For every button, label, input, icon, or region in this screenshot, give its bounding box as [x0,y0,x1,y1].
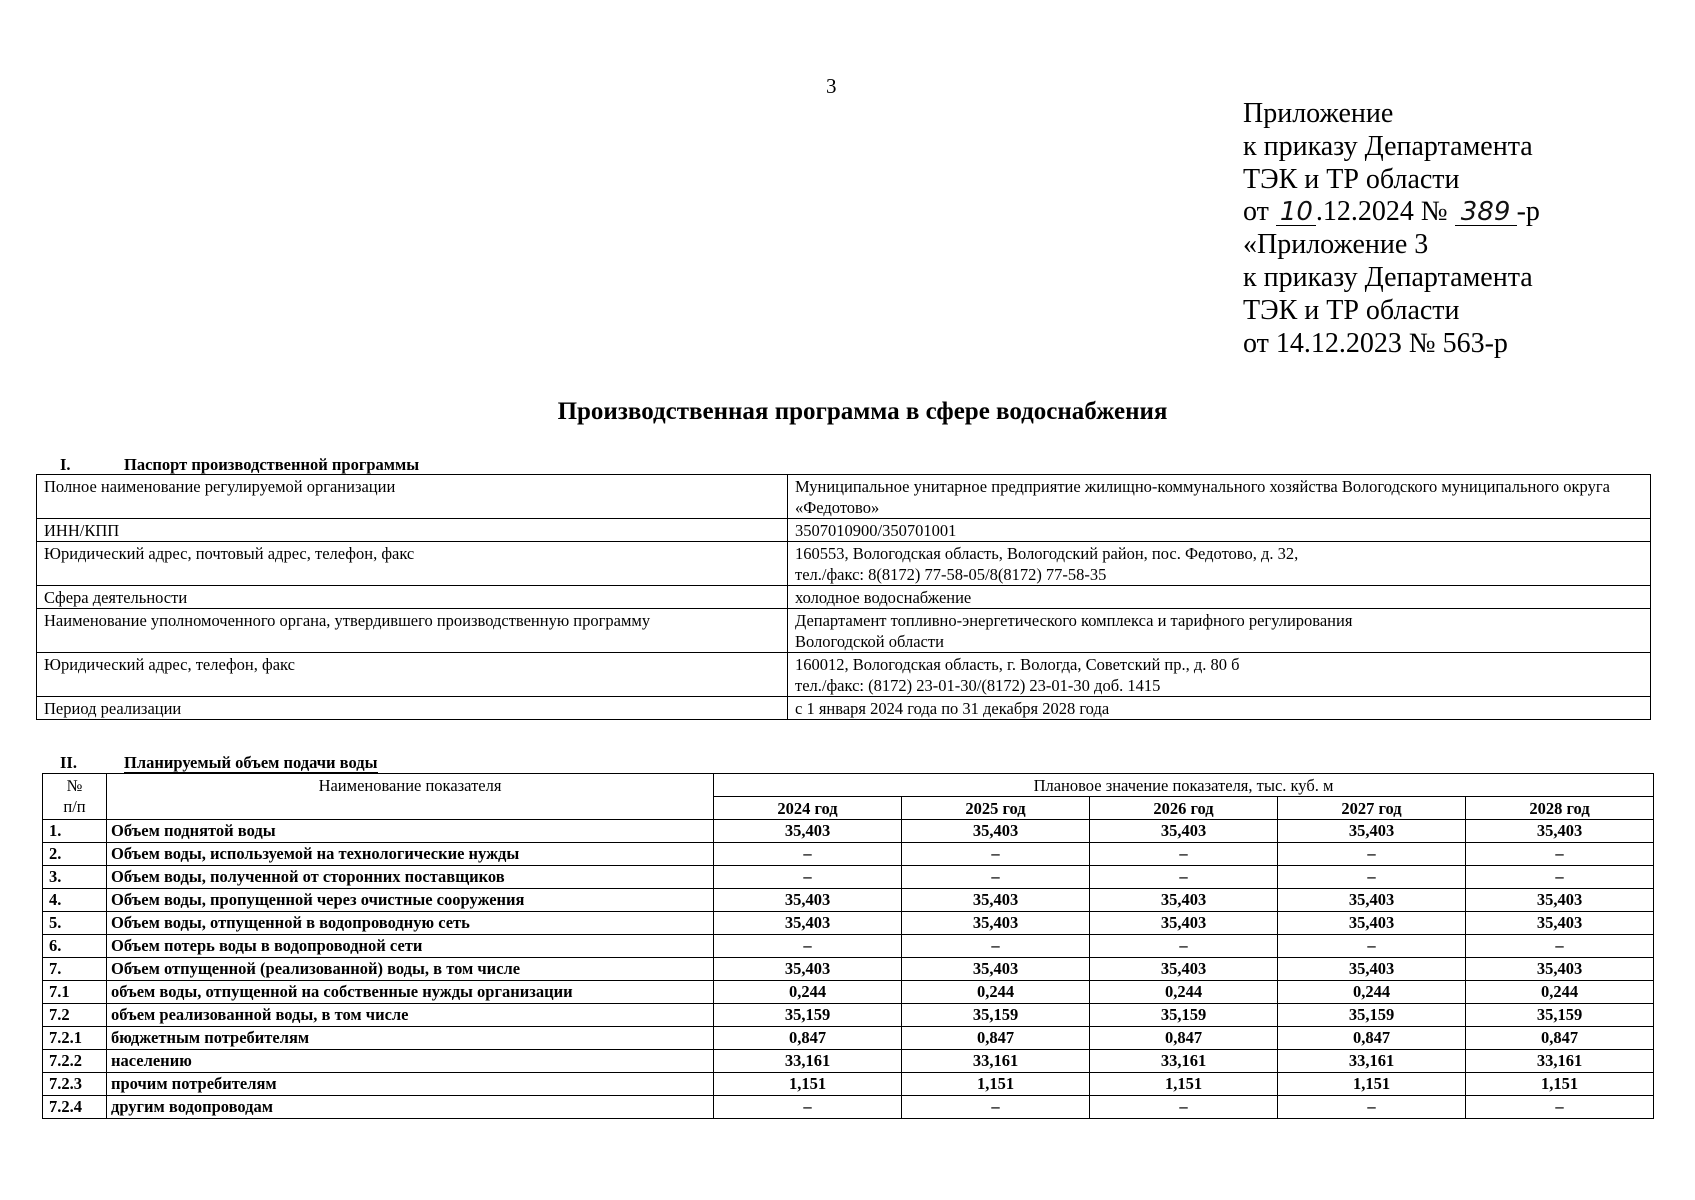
table-row [43,1073,1654,1096]
table-row [43,981,1654,1004]
row-number: 2. [43,843,107,866]
indicator-value: – [1090,1096,1278,1119]
indicator-name: Объем воды, полученной от сторонних поставщиков [107,866,714,889]
indicator-value: 35,403 [902,820,1090,843]
indicator-value: 1,151 [1466,1073,1654,1096]
indicator-value: – [1466,935,1654,958]
row-number: 7. [43,958,107,981]
indicator-value: 35,403 [1278,958,1466,981]
indicator-value: 35,159 [902,1004,1090,1027]
table-row [37,609,1651,653]
passport-value: 3507010900/350701001 [788,519,1651,542]
table-row [37,519,1651,542]
indicator-value: 35,159 [1466,1004,1654,1027]
indicator-value: – [714,866,902,889]
indicator-value: – [1466,843,1654,866]
section-1-heading [60,455,419,475]
indicator-value: – [1090,935,1278,958]
indicator-value: 0,847 [1278,1027,1466,1050]
indicator-name: Объем воды, отпущенной в водопроводную сеть [107,912,714,935]
indicator-value: 1,151 [714,1073,902,1096]
indicator-value: 35,403 [1466,912,1654,935]
row-number: 3. [43,866,107,889]
table-row [43,1004,1654,1027]
row-number: 7.1 [43,981,107,1004]
indicator-value: – [1278,935,1466,958]
row-number: 4. [43,889,107,912]
indicator-name: Объем воды, пропущенной через очистные сооружения [107,889,714,912]
indicator-value: 35,403 [1278,912,1466,935]
row-number: 7.2.2 [43,1050,107,1073]
indicator-name: объем реализованной воды, в том числе [107,1004,714,1027]
passport-label: Юридический адрес, телефон, факс [37,653,788,697]
appendix-block [1243,98,1540,360]
indicator-value: – [1466,1096,1654,1119]
indicator-value: 35,403 [902,889,1090,912]
appendix-line: Приложение [1243,98,1394,129]
section-number: I. [60,455,71,474]
header-name-cell: Наименование показателя [107,774,714,820]
indicator-value: – [1090,843,1278,866]
passport-label: Юридический адрес, почтовый адрес, телефон, факс [37,542,788,586]
passport-label: Сфера деятельности [37,586,788,609]
indicator-name: прочим потребителям [107,1073,714,1096]
row-number: 1. [43,820,107,843]
indicator-value: 0,244 [1278,981,1466,1004]
appendix-line: к приказу Департамента [1243,261,1533,293]
indicator-value: 33,161 [902,1050,1090,1073]
indicator-value: – [902,935,1090,958]
indicator-value: 35,403 [1466,889,1654,912]
table-row [43,1096,1654,1119]
header-year-cell: 2027 год [1278,797,1466,820]
indicator-value: 35,403 [1090,958,1278,981]
indicator-value: 35,403 [1090,820,1278,843]
table-row [43,1050,1654,1073]
indicator-value: – [1278,1096,1466,1119]
header-number-cell: № п/п [43,774,107,820]
row-number: 7.2 [43,1004,107,1027]
header-year-cell: 2028 год [1466,797,1654,820]
table-row [43,958,1654,981]
page-number: 3 [826,74,837,98]
water-volume-table [42,773,1654,1119]
indicator-value: – [1090,866,1278,889]
passport-value: Муниципальное унитарное предприятие жилищно-коммунального хозяйства Вологодского муниципального округа «Федотово» [788,475,1651,519]
row-number: 7.2.4 [43,1096,107,1119]
indicator-value: 33,161 [1278,1050,1466,1073]
indicator-value: 33,161 [1090,1050,1278,1073]
row-number: 7.2.1 [43,1027,107,1050]
passport-label: Наименование уполномоченного органа, утвердившего производственную программу [37,609,788,653]
appendix-line: «Приложение 3 [1243,229,1429,261]
row-number: 5. [43,912,107,935]
indicator-value: 35,403 [1466,958,1654,981]
indicator-value: – [714,843,902,866]
table-row [37,475,1651,519]
indicator-value: 35,403 [1278,820,1466,843]
indicator-value: 35,403 [1090,889,1278,912]
indicator-value: 35,403 [1090,912,1278,935]
table-row [37,653,1651,697]
row-number: 7.2.3 [43,1073,107,1096]
header-plan-cell: Плановое значение показателя, тыс. куб. м [714,774,1654,797]
indicator-value: 0,847 [902,1027,1090,1050]
section-title: Паспорт производственной программы [124,455,420,474]
appendix-line: от 14.12.2023 № 563-р [1243,327,1508,359]
indicator-value: 0,244 [1090,981,1278,1004]
indicator-name: Объем отпущенной (реализованной) воды, в том числе [107,958,714,981]
row-number: 6. [43,935,107,958]
indicator-value: 33,161 [1466,1050,1654,1073]
order-date: .12.2024 № [1315,196,1448,228]
passport-value: 160553, Вологодская область, Вологодский район, пос. Федотово, д. 32, тел./факс: 8(8172) 77-58-05/8(8172) 77-58-35 [788,542,1651,586]
indicator-name: бюджетным потребителям [107,1027,714,1050]
indicator-value: 35,403 [902,912,1090,935]
indicator-value: 35,159 [1090,1004,1278,1027]
indicator-value: 35,159 [1278,1004,1466,1027]
document-title: Производственная программа в сфере водоснабжения [557,398,1168,425]
table-row [37,697,1651,720]
indicator-value: – [902,866,1090,889]
table-row [43,843,1654,866]
table-row [43,889,1654,912]
indicator-value: – [1278,866,1466,889]
indicator-value: 35,403 [714,958,902,981]
indicator-value: – [714,1096,902,1119]
indicator-value: 33,161 [714,1050,902,1073]
indicator-value: 1,151 [1278,1073,1466,1096]
indicator-value: 0,847 [1090,1027,1278,1050]
table-row [43,935,1654,958]
indicator-name: Объем поднятой воды [107,820,714,843]
passport-value: с 1 января 2024 года по 31 декабря 2028 года [788,697,1651,720]
indicator-value: 35,403 [714,889,902,912]
indicator-value: – [902,843,1090,866]
indicator-value: 0,244 [714,981,902,1004]
order-suffix: -р [1516,196,1540,228]
header-year-cell: 2025 год [902,797,1090,820]
indicator-value: – [902,1096,1090,1119]
section-number: II. [60,753,77,772]
section-title: Планируемый объем подачи воды [124,753,378,772]
passport-value: 160012, Вологодская область, г. Вологда, Советский пр., д. 80 б тел./факс: (8172) 23-01-30/(8172) 23-01-30 доб. 1415 [788,653,1651,697]
header-year-cell: 2024 год [714,797,902,820]
header-year-cell: 2026 год [1090,797,1278,820]
indicator-name: Объем воды, используемой на технологические нужды [107,843,714,866]
indicator-value: 1,151 [1090,1073,1278,1096]
table-row [37,542,1651,586]
indicator-value: 35,403 [714,820,902,843]
indicator-value: 35,403 [1466,820,1654,843]
order-prefix: от [1243,196,1269,228]
handwritten-day: 10 [1276,199,1316,226]
passport-label: ИНН/КПП [37,519,788,542]
indicator-value: 1,151 [902,1073,1090,1096]
indicator-value: 0,847 [1466,1027,1654,1050]
appendix-order-line [1243,196,1540,229]
indicator-value: 35,403 [1278,889,1466,912]
indicator-value: 35,159 [714,1004,902,1027]
indicator-value: 0,244 [1466,981,1654,1004]
table-row [43,1027,1654,1050]
appendix-line: ТЭК и ТР области [1243,294,1460,326]
indicator-value: – [714,935,902,958]
handwritten-order-number: 389 [1455,199,1517,226]
table-header-row [43,774,1654,797]
indicator-value: 0,244 [902,981,1090,1004]
appendix-line: к приказу Департамента [1243,130,1533,162]
passport-label: Период реализации [37,697,788,720]
section-2-heading [60,753,378,773]
table-row [37,586,1651,609]
table-row [43,820,1654,843]
indicator-name: другим водопроводам [107,1096,714,1119]
appendix-line: ТЭК и ТР области [1243,163,1460,195]
indicator-name: Объем потерь воды в водопроводной сети [107,935,714,958]
indicator-name: объем воды, отпущенной на собственные нужды организации [107,981,714,1004]
indicator-value: 35,403 [714,912,902,935]
table-row [43,866,1654,889]
passport-table [36,474,1651,720]
passport-label: Полное наименование регулируемой организации [37,475,788,519]
passport-value: Департамент топливно-энергетического комплекса и тарифного регулирования Вологодской области [788,609,1651,653]
indicator-name: населению [107,1050,714,1073]
indicator-value: 0,847 [714,1027,902,1050]
table-row [43,912,1654,935]
indicator-value: – [1278,843,1466,866]
indicator-value: 35,403 [902,958,1090,981]
indicator-value: – [1466,866,1654,889]
passport-value: холодное водоснабжение [788,586,1651,609]
